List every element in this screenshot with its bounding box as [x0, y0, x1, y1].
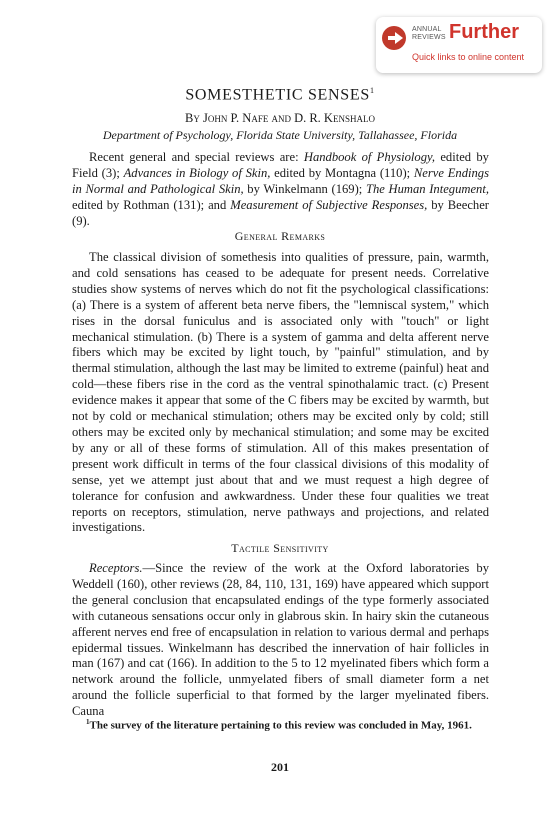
- intro-text-2: edited by Field (3);: [72, 150, 489, 180]
- annual-reviews-logo-icon: [382, 26, 406, 50]
- intro-text-5: edited by Rothman (131); and: [72, 197, 231, 212]
- footnote: [72, 715, 489, 733]
- intro-book-4: The Human Integument,: [365, 181, 490, 196]
- general-remarks-paragraph: The classical division of somethesis into qualities of pressure, pain, warmth, and cold sensations has ceased to be adequate for present needs. Correlative studies show systems of nerves which do not fit the psychological classifications: (a) There is a system of afferent beta nerve fibers, the "lemniscal system," which rises in the dorsal funiculus and is associated only with "touch" or light mechanical stimulation. (b) There is a system of gamma and delta afferent nerve fibers which may be excited by light touch, by "painful" stimulation, and by thermal stimulation, although the last may be limited to extreme (painful) heat and cold—these fibers rise in the cord as the ventral spinothalamic tract. (c) Present evidence makes it appear that some of the C fibers may be excited by warmth, but not by cold or mechanical stimulation; others may be excited only by cold; still others may be excited only by mechanical stimulation; and some may be excited by any or all of these forms of stimulation. All of this makes presentation of present work difficult in terms of the four classical divisions of this modality of sense, yet we attempt just about that and we must request a high degree of tolerance for confusion and awkwardness. Under these four qualities we treat reports on receptors, stimulation, nerve pathways and projections, and related investigations.: [72, 250, 489, 535]
- heading-general-remarks: General Remarks: [234, 229, 326, 243]
- article-authors: [0, 111, 560, 126]
- intro-book-1: Handbook of Physiology,: [303, 150, 436, 164]
- tactile-paragraph: [72, 561, 489, 720]
- banner-subtitle: Quick links to online content: [412, 52, 525, 62]
- authors-names: John P. Nafe and D. R. Kenshalo: [202, 111, 375, 125]
- banner-further-label: Further: [449, 21, 519, 43]
- banner-reviews: REVIEWS: [412, 34, 446, 41]
- page-number: 201: [271, 760, 289, 774]
- title-footnote-mark: 1: [369, 86, 375, 95]
- intro-paragraph: [72, 150, 489, 230]
- footnote-mark: 1: [86, 718, 90, 726]
- tactile-text: —Since the review of the work at the Oxford laboratories by Weddell (160), other reviews (28, 84, 110, 131, 169) have appeared which support the general conclusion that encapsulated endings of the type formerly associated with cutaneous sensations occur only in glabrous skin. In hairy skin the cutaneous afferent nerves end free of encapsulation in relation to various dermal and perhaps epidermal tissues. Winkelmann has described the innervation of hair follicles in man (167) and cat (166). In addition to the 5 to 12 myelinated fibers which form a network around the follicle, unmyelated fibers of small diameter form a net around the follicle superficial to that formed by the larger myelinated fibers. Cauna: [72, 561, 489, 719]
- article-title: [0, 86, 560, 104]
- intro-book-2: Advances in Biology of Skin,: [123, 165, 271, 180]
- further-banner[interactable]: [376, 17, 542, 73]
- author-affiliation: Department of Psychology, Florida State University, Tallahassee, Florida: [102, 128, 458, 142]
- footnote-text: The survey of the literature pertaining to this review was concluded in May, 1961.: [89, 719, 472, 732]
- banner-annual-reviews-label: [412, 26, 448, 42]
- intro-text-4: by Winkelmann (169);: [243, 181, 366, 196]
- article-title-text: SOMESTHETIC SENSES: [185, 86, 370, 104]
- banner-annual: ANNUAL: [412, 26, 442, 33]
- heading-tactile-sensitivity: Tactile Sensitivity: [231, 541, 329, 555]
- intro-text-6: by Beecher (9).: [72, 197, 490, 228]
- intro-book-3: Nerve Endings in Normal and Pathological Skin,: [72, 165, 490, 196]
- receptors-lead: Receptors.: [89, 561, 143, 575]
- intro-text-3: edited by Montagna (110);: [270, 165, 414, 180]
- intro-text-1: Recent general and special reviews are:: [89, 150, 304, 164]
- intro-book-5: Measurement of Subjective Responses,: [230, 197, 428, 212]
- authors-prefix: By: [185, 111, 203, 125]
